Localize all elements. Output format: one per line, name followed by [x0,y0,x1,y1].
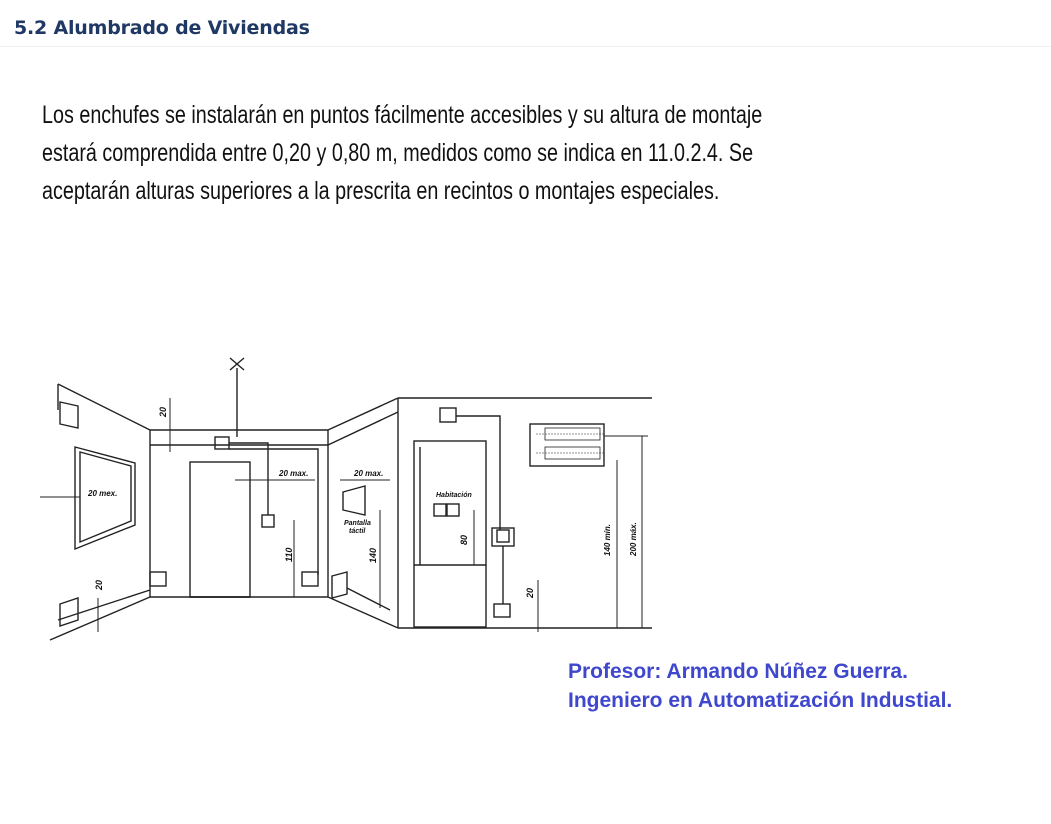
paragraph-line-3: aceptarán alturas superiores a la prescrita en recintos o montajes especiales. [42,177,720,205]
socket-icon [302,572,318,586]
dim-panel-200-max: 200 máx. [629,522,638,556]
paragraph-line-1: Los enchufes se instalarán en puntos fácilmente accesibles y su altura de montaje [42,101,763,129]
light-switch-icon [447,504,459,516]
top-junction-box [440,408,456,422]
dim-ceiling-20: 20 [158,406,168,417]
section-title: 5.2 Alumbrado de Viviendas [14,17,310,39]
distribution-panel-icon [530,424,604,466]
socket-icon [494,604,510,617]
touch-panel-label-2: táctil [349,528,366,535]
antenna-icon [230,358,244,430]
outlet-height-diagram [40,350,660,650]
dim-right-floor-20: 20 [525,587,535,598]
touch-panel-icon [343,486,365,515]
author-name: Profesor: Armando Núñez Guerra. [568,660,908,683]
left-junction-box [60,402,78,428]
room-label: Habitación [436,492,472,499]
dim-middle-140: 140 [368,547,378,563]
left-floor-box [60,598,78,626]
socket-icon [434,504,446,516]
dim-middle-20-max: 20 max. [354,469,384,478]
dim-panel-140-min: 140 mín. [603,523,612,556]
socket-icon [150,572,166,586]
middle-box [332,572,347,598]
back-wall [150,430,328,597]
wall-box [492,528,514,546]
dim-switch-110: 110 [284,547,294,562]
middle-wall [328,398,398,628]
light-switch-icon [497,530,509,542]
heading-divider [0,46,1051,47]
dim-switch-20-max: 20 max. [279,469,309,478]
body-paragraph [42,96,832,210]
window [75,447,135,549]
touch-panel-label: Pantalla [344,520,371,527]
dim-left-wall-20-max: 20 mex. [88,489,118,498]
author-credits [568,657,952,715]
paragraph-line-2: estará comprendida entre 0,20 y 0,80 m, medidos como se indica en 11.0.2.4. Se [42,139,754,167]
light-switch-icon [262,515,274,527]
door [190,462,250,597]
dim-left-floor-20: 20 [94,579,104,590]
author-title: Ingeniero en Automatización Industial. [568,689,953,712]
ceiling-junction-box [215,437,229,449]
dim-room-80: 80 [459,534,469,545]
room-door [414,441,486,627]
